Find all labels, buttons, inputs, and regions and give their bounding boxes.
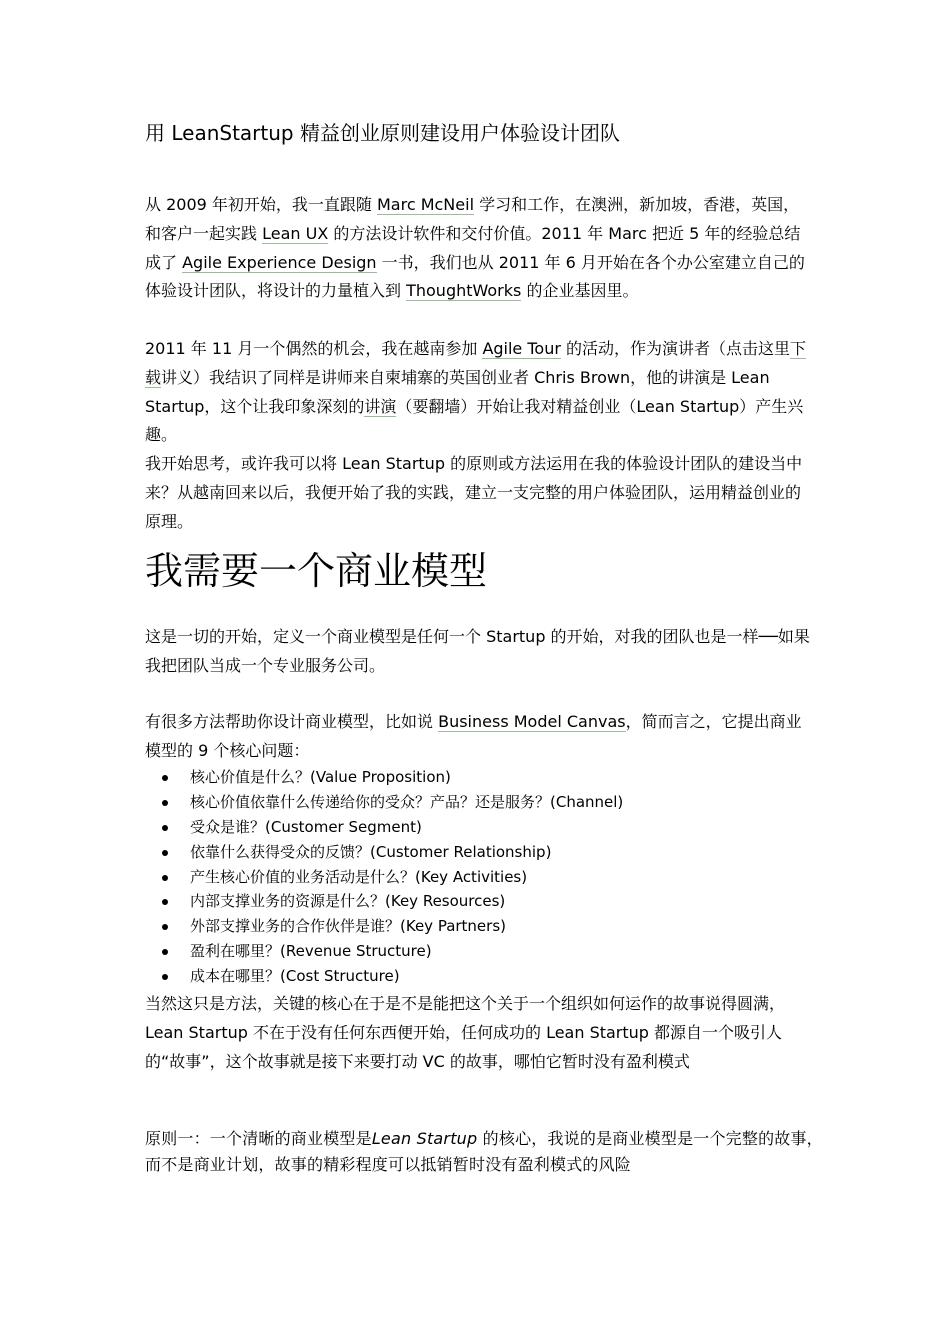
thoughtworks-link[interactable]: ThoughtWorks — [406, 281, 522, 301]
agile-tour-link[interactable]: Agile Tour — [482, 339, 561, 358]
talk-link[interactable]: 讲演 — [364, 396, 397, 416]
bullet-icon — [162, 875, 168, 881]
core-questions-list — [145, 765, 623, 989]
bullet-icon — [162, 924, 168, 930]
methods-paragraph — [145, 708, 815, 766]
document-title: 用 LeanStartup 精益创业原则建设用户体验设计团队 — [145, 121, 620, 145]
text: 的方法设计软件和交付价值。2011 年 Marc 把近 5 年的经验总结成了 — [145, 223, 801, 272]
agile-experience-design-link[interactable]: Agile Experience Design — [182, 252, 377, 272]
principle-one-paragraph — [145, 1126, 835, 1178]
text: 讲义）我结识了同样是讲师来自柬埔寨的英国创业者 Chris Brown，他的讲演是 Lean Startup，这个让我印象深刻的 — [145, 367, 770, 416]
list-item: 成本在哪里？(Cost Structure) — [145, 964, 623, 989]
thinking-paragraph: 我开始思考，或许我可以将 Lean Startup 的原则或方法运用在我的体验设计团队的建设当中来？从越南回来以后，我便开始了我的实践，建立一支完整的用户体验团队，运用精益创业的原理。 — [145, 454, 803, 531]
bullet-icon — [162, 850, 168, 856]
text: 的核心，我说的是商业模型是一个完整的故事，而不是商业计划，故事的精彩程度可以抵销暂时没有盈利模式的风险 — [145, 1129, 823, 1174]
bullet-icon — [162, 775, 168, 781]
list-item: 内部支撑业务的资源是什么？(Key Resources) — [145, 889, 623, 914]
section-heading: 我需要一个商业模型 — [145, 549, 488, 593]
text: 从 2009 年初开始，我一直跟随 — [145, 195, 377, 214]
text: 原则一：一个清晰的商业模型是 — [145, 1129, 372, 1148]
bullet-icon — [162, 899, 168, 905]
text: 的企业基因里。 — [521, 281, 639, 301]
list-item: 盈利在哪里？(Revenue Structure) — [145, 939, 623, 964]
text: 2011 年 11 月一个偶然的机会，我在越南参加 — [145, 339, 483, 358]
bullet-icon — [162, 949, 168, 955]
intro-paragraph — [145, 191, 815, 306]
text: 的活动，作为演讲者（点击这里 — [560, 339, 791, 358]
list-item: 外部支撑业务的合作伙伴是谁？(Key Partners) — [145, 914, 623, 939]
list-item: 受众是谁？(Customer Segment) — [145, 815, 623, 840]
bullet-icon — [162, 825, 168, 831]
text: ，简而言之，它提出商业模型的 9 个核心问题： — [145, 712, 802, 760]
text: 有很多方法帮助你设计商业模型，比如说 — [145, 712, 439, 731]
list-item: 核心价值依靠什么传递给你的受众？产品？还是服务？(Channel) — [145, 790, 623, 815]
business-model-canvas-link[interactable]: Business Model Canvas — [438, 712, 626, 731]
list-item: 核心价值是什么？(Value Proposition) — [145, 765, 623, 790]
text: 一书，我们也从 2011 年 6 月开始在各个办公室建立自己的体验设计团队，将设计的力量植入到 — [145, 252, 805, 301]
bullet-icon — [162, 800, 168, 806]
list-item: 依靠什么获得受众的反馈？(Customer Relationship) — [145, 840, 623, 865]
emphasis-text: Lean Startup — [371, 1129, 478, 1148]
vietnam-paragraph — [145, 335, 815, 450]
lean-ux-link[interactable]: Lean UX — [262, 223, 329, 243]
text: （要翻墙）开始让我对精益创业（Lean Startup）产生兴趣。 — [145, 396, 804, 445]
story-paragraph: 当然这只是方法，关键的核心在于是不是能把这个关于一个组织如何运作的故事说得圆满，Lean Startup 不在于没有任何东西便开始，任何成功的 Lean Startup 都源自一个吸引人的“故事”，这个故事就是接下来要打动 VC 的故事，哪怕它暂时没有盈利模式 — [145, 994, 786, 1071]
text: 学习和工作，在澳洲，新加坡，香港，英国，和客户一起实践 — [145, 195, 800, 243]
list-item: 产生核心价值的业务活动是什么？(Key Activities) — [145, 865, 623, 890]
start-paragraph: 这是一切的开始，定义一个商业模型是任何一个 Startup 的开始，对我的团队也是一样──如果我把团队当成一个专业服务公司。 — [145, 627, 810, 675]
bullet-icon — [162, 974, 168, 980]
marc-mcneil-link[interactable]: Marc McNeil — [376, 195, 475, 214]
download-link[interactable]: 下载 — [145, 339, 807, 387]
